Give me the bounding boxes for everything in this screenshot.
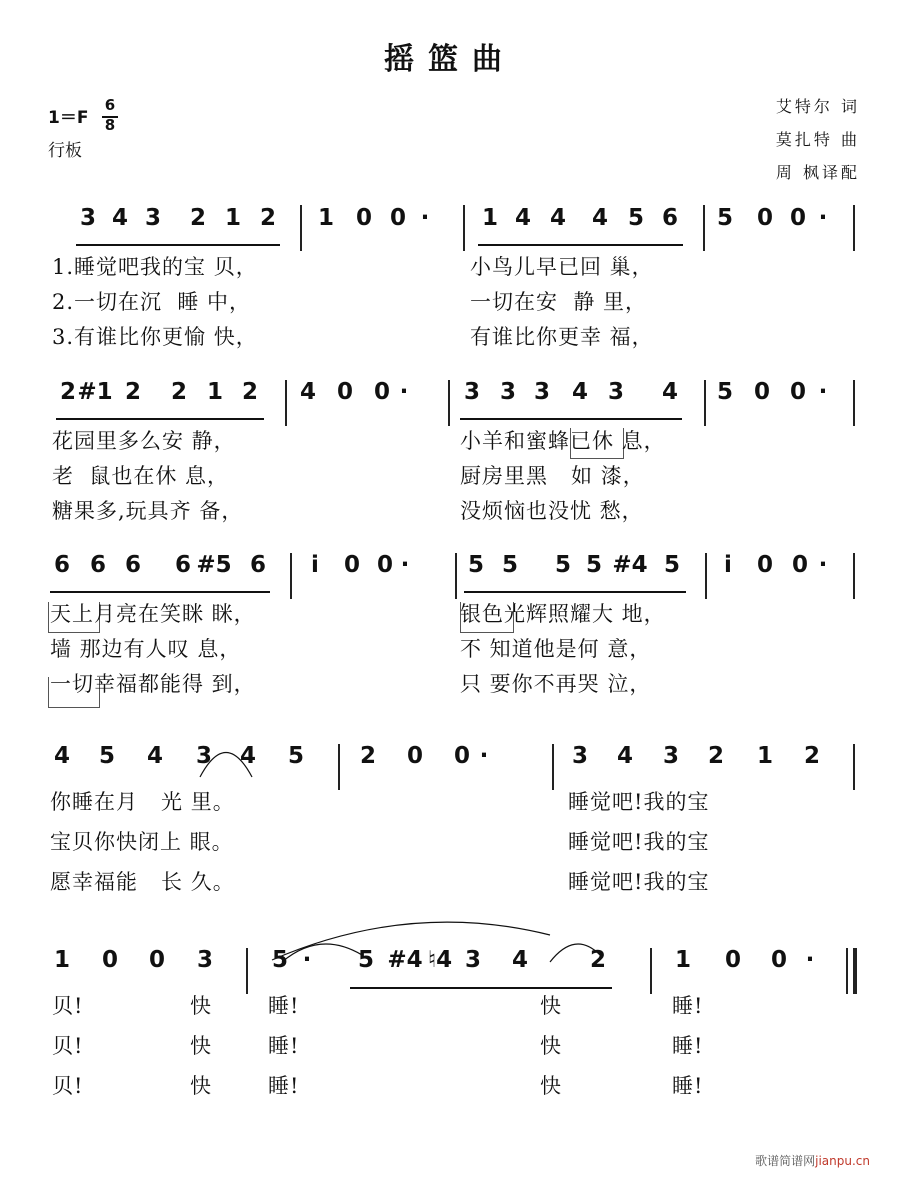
note-r1-13: 4 xyxy=(549,205,567,231)
lyric-r5-line3-2: 快 xyxy=(190,1074,212,1098)
lyric-r2-1: 花园里多么安 静， xyxy=(52,429,236,453)
note-r1-1: 3 xyxy=(79,205,97,231)
lyric-r5-line2-5: 睡! xyxy=(672,1034,704,1058)
bar-line xyxy=(448,380,450,426)
note-r4-14: 2 xyxy=(707,743,725,769)
bar-line xyxy=(853,553,855,599)
note-r4-15: 1 xyxy=(756,743,774,769)
note-r4-3: 4 xyxy=(146,743,164,769)
lyric-r5-line2-2: 快 xyxy=(190,1034,212,1058)
note-r3-9: 0 xyxy=(376,552,394,578)
lyric-r3-1: 天上月亮在笑眯 眯， xyxy=(50,602,256,626)
lyric-r1-1: 1.睡觉吧我的宝 贝， xyxy=(52,255,258,279)
lyric-r5-line1-5: 睡! xyxy=(672,994,704,1018)
note-r3-7: i xyxy=(311,552,319,578)
note-r2-12: 3 xyxy=(499,379,517,405)
note-r3-15: #4 xyxy=(612,552,648,578)
note-r1-12: 4 xyxy=(514,205,532,231)
note-r5-7: 5 xyxy=(357,947,375,973)
note-r1-18: 0 xyxy=(756,205,774,231)
bar-line xyxy=(285,380,287,426)
lyric-r5-line3-3: 睡! xyxy=(268,1074,300,1098)
bar-line xyxy=(300,205,302,251)
note-r2-16: 4 xyxy=(661,379,679,405)
lyric-r5-line1-4: 快 xyxy=(540,994,562,1018)
note-r2-6: 2 xyxy=(241,379,259,405)
lyric-r2-6: 没烦恼也没忧 愁， xyxy=(460,499,644,523)
note-r1-20: · xyxy=(818,205,828,231)
note-r3-3: 6 xyxy=(124,552,142,578)
note-r2-14: 4 xyxy=(571,379,589,405)
note-r1-5: 1 xyxy=(224,205,242,231)
lyric-r3-4: 不 知道他是何 意， xyxy=(460,637,652,661)
note-r4-6: 5 xyxy=(287,743,305,769)
note-r5-14: 0 xyxy=(724,947,742,973)
lyric-r5-line3-1: 贝! xyxy=(52,1074,84,1098)
site-watermark: 歌谱简谱网jianpu.cn xyxy=(755,1154,870,1168)
note-r4-5: 4 xyxy=(239,743,257,769)
bar-line xyxy=(705,553,707,599)
tempo-marking: 行板 xyxy=(48,141,82,161)
eighth-beam xyxy=(76,244,280,246)
lyric-r1-5: 3.有谁比你更愉 快， xyxy=(52,325,258,349)
lyric-r4-6: 睡觉吧!我的宝 xyxy=(568,870,710,894)
note-r1-9: 0 xyxy=(389,205,407,231)
note-r5-5: 5 xyxy=(271,947,289,973)
composer-credit: 莫扎特 曲 xyxy=(775,130,860,149)
note-r2-3: 2 xyxy=(124,379,142,405)
note-r3-6: 6 xyxy=(249,552,267,578)
note-r4-9: 0 xyxy=(453,743,471,769)
note-r3-8: 0 xyxy=(343,552,361,578)
lyric-r3-3: 墙 那边有人叹 息， xyxy=(50,637,242,661)
note-r3-2: 6 xyxy=(89,552,107,578)
lyric-r1-2: 小鸟儿早已回 巢， xyxy=(470,255,654,279)
note-r5-8: #4 xyxy=(387,947,423,973)
note-r2-9: 0 xyxy=(373,379,391,405)
note-r4-1: 4 xyxy=(53,743,71,769)
bar-line xyxy=(846,948,848,994)
lyric-r4-3: 宝贝你快闭上 眼。 xyxy=(50,830,234,854)
note-r1-2: 4 xyxy=(111,205,129,231)
bar-line xyxy=(704,380,706,426)
lyric-r5-line2-3: 睡! xyxy=(268,1034,300,1058)
lyric-r5-line1-2: 快 xyxy=(190,994,212,1018)
note-r2-1: 2 xyxy=(59,379,77,405)
lyricist-credit: 艾特尔 词 xyxy=(775,97,860,116)
lyric-r4-1: 你睡在月 光 里。 xyxy=(50,790,235,814)
note-r1-16: 6 xyxy=(661,205,679,231)
note-r2-19: 0 xyxy=(789,379,807,405)
note-r4-16: 2 xyxy=(803,743,821,769)
lyric-r1-4: 一切在安 静 里， xyxy=(470,290,648,314)
note-r2-10: · xyxy=(399,379,409,405)
note-r1-4: 2 xyxy=(189,205,207,231)
note-r1-11: 1 xyxy=(481,205,499,231)
note-r2-17: 5 xyxy=(716,379,734,405)
lyric-r2-3: 老 鼠也在休 息， xyxy=(52,464,230,488)
note-r3-14: 5 xyxy=(585,552,603,578)
bar-line xyxy=(853,744,855,790)
note-r3-18: 0 xyxy=(756,552,774,578)
bar-line xyxy=(853,205,855,251)
note-r2-13: 3 xyxy=(533,379,551,405)
note-r3-11: 5 xyxy=(467,552,485,578)
bar-line xyxy=(552,744,554,790)
time-signature-top: 6 xyxy=(104,96,116,114)
note-r2-18: 0 xyxy=(753,379,771,405)
eighth-beam xyxy=(460,418,682,420)
note-r5-13: 1 xyxy=(674,947,692,973)
note-r5-15: 0 xyxy=(770,947,788,973)
note-r5-6: · xyxy=(302,947,312,973)
note-r3-20: · xyxy=(818,552,828,578)
lyric-r5-line3-4: 快 xyxy=(540,1074,562,1098)
note-r5-16: · xyxy=(805,947,815,973)
lyric-r4-5: 愿幸福能 长 久。 xyxy=(50,870,235,894)
note-r3-10: · xyxy=(400,552,410,578)
translator-credit: 周 枫译配 xyxy=(775,163,860,182)
note-r4-4: 3 xyxy=(195,743,213,769)
note-r5-11: 4 xyxy=(511,947,529,973)
note-r2-20: · xyxy=(818,379,828,405)
note-r5-10: 3 xyxy=(464,947,482,973)
note-r2-8: 0 xyxy=(336,379,354,405)
note-r2-7: 4 xyxy=(299,379,317,405)
note-r3-16: 5 xyxy=(663,552,681,578)
time-signature-bottom: 8 xyxy=(104,116,116,134)
note-r3-12: 5 xyxy=(501,552,519,578)
bar-line xyxy=(853,948,857,994)
note-r4-13: 3 xyxy=(662,743,680,769)
key-signature: 1＝F xyxy=(48,108,89,128)
note-r1-10: · xyxy=(420,205,430,231)
lyric-r5-line3-5: 睡! xyxy=(672,1074,704,1098)
note-r5-1: 1 xyxy=(53,947,71,973)
bar-line xyxy=(338,744,340,790)
eighth-beam xyxy=(50,591,270,593)
note-r2-5: 1 xyxy=(206,379,224,405)
lyric-r5-line1-1: 贝! xyxy=(52,994,84,1018)
note-r2-11: 3 xyxy=(463,379,481,405)
eighth-beam xyxy=(464,591,686,593)
note-r3-4: 6 xyxy=(174,552,192,578)
lyric-r3-2: 银色光辉照耀大 地， xyxy=(460,602,666,626)
note-r5-4: 3 xyxy=(196,947,214,973)
note-r1-7: 1 xyxy=(317,205,335,231)
lyric-r1-6: 有谁比你更幸 福， xyxy=(470,325,654,349)
note-r4-8: 0 xyxy=(406,743,424,769)
note-r1-14: 4 xyxy=(591,205,609,231)
note-r1-8: 0 xyxy=(355,205,373,231)
note-r3-17: i xyxy=(724,552,732,578)
lyric-r1-3: 2.一切在沉 睡 中， xyxy=(52,290,252,314)
note-r1-17: 5 xyxy=(716,205,734,231)
note-r2-2: #1 xyxy=(77,379,113,405)
lyric-r2-4: 厨房里黑 如 漆， xyxy=(460,464,645,488)
bar-line xyxy=(703,205,705,251)
slur-row5-short xyxy=(282,944,362,962)
bar-line xyxy=(853,380,855,426)
note-r2-4: 2 xyxy=(170,379,188,405)
note-r1-19: 0 xyxy=(789,205,807,231)
note-r5-2: 0 xyxy=(101,947,119,973)
bar-line xyxy=(455,553,457,599)
note-r3-13: 5 xyxy=(554,552,572,578)
bar-line xyxy=(246,948,248,994)
note-r4-12: 4 xyxy=(616,743,634,769)
note-r4-2: 5 xyxy=(98,743,116,769)
note-r1-6: 2 xyxy=(259,205,277,231)
song-title: 摇篮曲 xyxy=(384,42,516,77)
note-r5-3: 0 xyxy=(148,947,166,973)
bar-line xyxy=(650,948,652,994)
eighth-beam xyxy=(56,418,264,420)
note-r1-3: 3 xyxy=(144,205,162,231)
note-r4-10: · xyxy=(479,743,489,769)
lyric-r3-5: 一切幸福都能得 到， xyxy=(50,672,256,696)
note-r5-9: ♮4 xyxy=(427,947,453,973)
bar-line xyxy=(290,553,292,599)
note-r1-15: 5 xyxy=(627,205,645,231)
lyric-r5-line2-4: 快 xyxy=(540,1034,562,1058)
note-r3-5: #5 xyxy=(196,552,232,578)
lyric-r4-2: 睡觉吧!我的宝 xyxy=(568,790,710,814)
bar-line xyxy=(463,205,465,251)
lyric-r5-line2-1: 贝! xyxy=(52,1034,84,1058)
lyric-r5-line1-3: 睡! xyxy=(268,994,300,1018)
lyric-r2-5: 糖果多,玩具齐 备， xyxy=(52,499,244,523)
note-r3-1: 6 xyxy=(53,552,71,578)
note-r5-12: 2 xyxy=(589,947,607,973)
eighth-beam xyxy=(478,244,683,246)
note-r3-19: 0 xyxy=(791,552,809,578)
eighth-beam xyxy=(350,987,612,989)
note-r4-11: 3 xyxy=(571,743,589,769)
note-r4-7: 2 xyxy=(359,743,377,769)
lyric-r2-2: 小羊和蜜蜂已休 息， xyxy=(460,429,666,453)
note-r2-15: 3 xyxy=(607,379,625,405)
lyric-r4-4: 睡觉吧!我的宝 xyxy=(568,830,710,854)
lyric-r3-6: 只 要你不再哭 泣， xyxy=(460,672,652,696)
